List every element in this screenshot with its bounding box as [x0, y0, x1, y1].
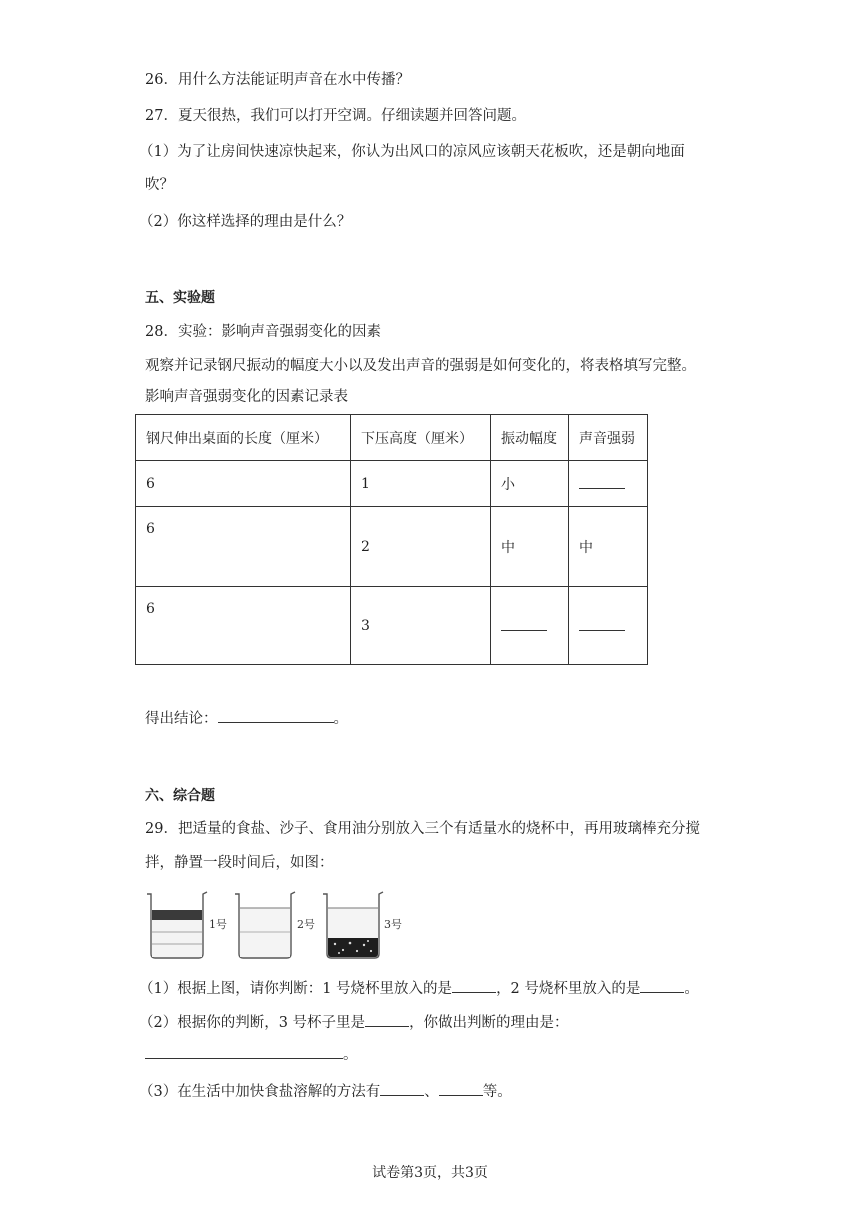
question-29-part3 — [139, 1081, 512, 1102]
q29-3-sep: 、 — [424, 1084, 439, 1100]
cell-height: 2 — [351, 507, 491, 587]
cell-amplitude: 中 — [491, 507, 569, 587]
conclusion-label: 得出结论： — [145, 711, 218, 727]
answer-blank-beaker-1[interactable] — [452, 978, 496, 993]
cell-amplitude: 小 — [491, 461, 569, 507]
question-29-part2-reason — [145, 1044, 358, 1065]
record-table — [135, 414, 648, 665]
question-27: 27．夏天很热，我们可以打开空调。仔细读题并回答问题。 — [145, 108, 526, 124]
conclusion-blank[interactable] — [218, 708, 334, 723]
table-row — [136, 587, 648, 665]
cell-amplitude-blank[interactable] — [491, 587, 569, 665]
header-loudness: 声音强弱 — [569, 415, 648, 461]
beaker-2-label: 2号 — [297, 918, 315, 931]
table-row — [136, 507, 648, 587]
answer-blank-beaker-3[interactable] — [365, 1012, 409, 1027]
conclusion-end: 。 — [333, 711, 348, 727]
cell-length: 6 — [136, 461, 351, 507]
page-footer: 试卷第3页，共3页 — [372, 1165, 488, 1181]
q29-2-end: 。 — [343, 1047, 358, 1063]
header-press-height: 下压高度（厘米） — [351, 415, 491, 461]
beaker-3-label: 3号 — [384, 918, 402, 931]
question-29-line1: 29．把适量的食盐、沙子、食用油分别放入三个有适量水的烧杯中，再用玻璃棒充分搅 — [145, 821, 700, 837]
q29-3-end: 等。 — [482, 1084, 512, 1100]
section-6-heading: 六、综合题 — [145, 788, 215, 804]
beaker-1-label: 1号 — [209, 918, 227, 931]
question-27-part1-line2: 吹？ — [145, 177, 174, 193]
beaker-2 — [235, 892, 295, 958]
q29-1-end: 。 — [684, 981, 699, 997]
q29-3-text: （3）在生活中加快食盐溶解的方法有 — [139, 1084, 381, 1100]
q29-1-text-2: ，2 号烧杯里放入的是 — [496, 981, 641, 997]
answer-blank-method-1[interactable] — [380, 1081, 424, 1096]
q29-1-text: （1）根据上图，请你判断：1 号烧杯里放入的是 — [139, 981, 453, 997]
cell-length: 6 — [136, 587, 351, 665]
answer-blank-method-2[interactable] — [439, 1081, 483, 1096]
question-29-part1 — [139, 978, 699, 999]
beaker-1 — [147, 892, 207, 958]
answer-blank-reason[interactable] — [145, 1044, 343, 1059]
conclusion-line — [145, 708, 348, 729]
question-29-line2: 拌，静置一段时间后，如图： — [145, 855, 334, 871]
cell-height: 1 — [351, 461, 491, 507]
beaker-3 — [323, 892, 383, 958]
cell-length: 6 — [136, 507, 351, 587]
q29-2-text-2: ，你做出判断的理由是： — [409, 1015, 569, 1031]
beakers-figure — [143, 888, 413, 960]
cell-loudness: 中 — [569, 507, 648, 587]
cell-loudness-blank[interactable] — [569, 461, 648, 507]
answer-blank[interactable] — [501, 616, 547, 631]
question-27-part2: （2）你这样选择的理由是什么？ — [139, 214, 352, 230]
table-row — [136, 461, 648, 507]
answer-blank-beaker-2[interactable] — [640, 978, 684, 993]
question-28: 28．实验：影响声音强弱变化的因素 — [145, 324, 381, 340]
answer-blank[interactable] — [579, 616, 625, 631]
question-27-part1-line1: （1）为了让房间快速凉快起来，你认为出风口的凉风应该朝天花板吹，还是朝向地面 — [139, 144, 685, 160]
question-29-part2 — [139, 1012, 569, 1033]
table-header-row — [136, 415, 648, 461]
table-title: 影响声音强弱变化的因素记录表 — [145, 389, 348, 405]
section-5-heading: 五、实验题 — [145, 290, 215, 306]
header-amplitude: 振动幅度 — [491, 415, 569, 461]
question-26: 26．用什么方法能证明声音在水中传播？ — [145, 72, 410, 88]
cell-height: 3 — [351, 587, 491, 665]
header-ruler-length: 钢尺伸出桌面的长度（厘米） — [136, 415, 351, 461]
cell-loudness-blank[interactable] — [569, 587, 648, 665]
q29-2-text: （2）根据你的判断，3 号杯子里是 — [139, 1015, 366, 1031]
question-28-description: 观察并记录钢尺振动的幅度大小以及发出声音的强弱是如何变化的，将表格填写完整。 — [145, 358, 696, 374]
answer-blank[interactable] — [579, 474, 625, 489]
